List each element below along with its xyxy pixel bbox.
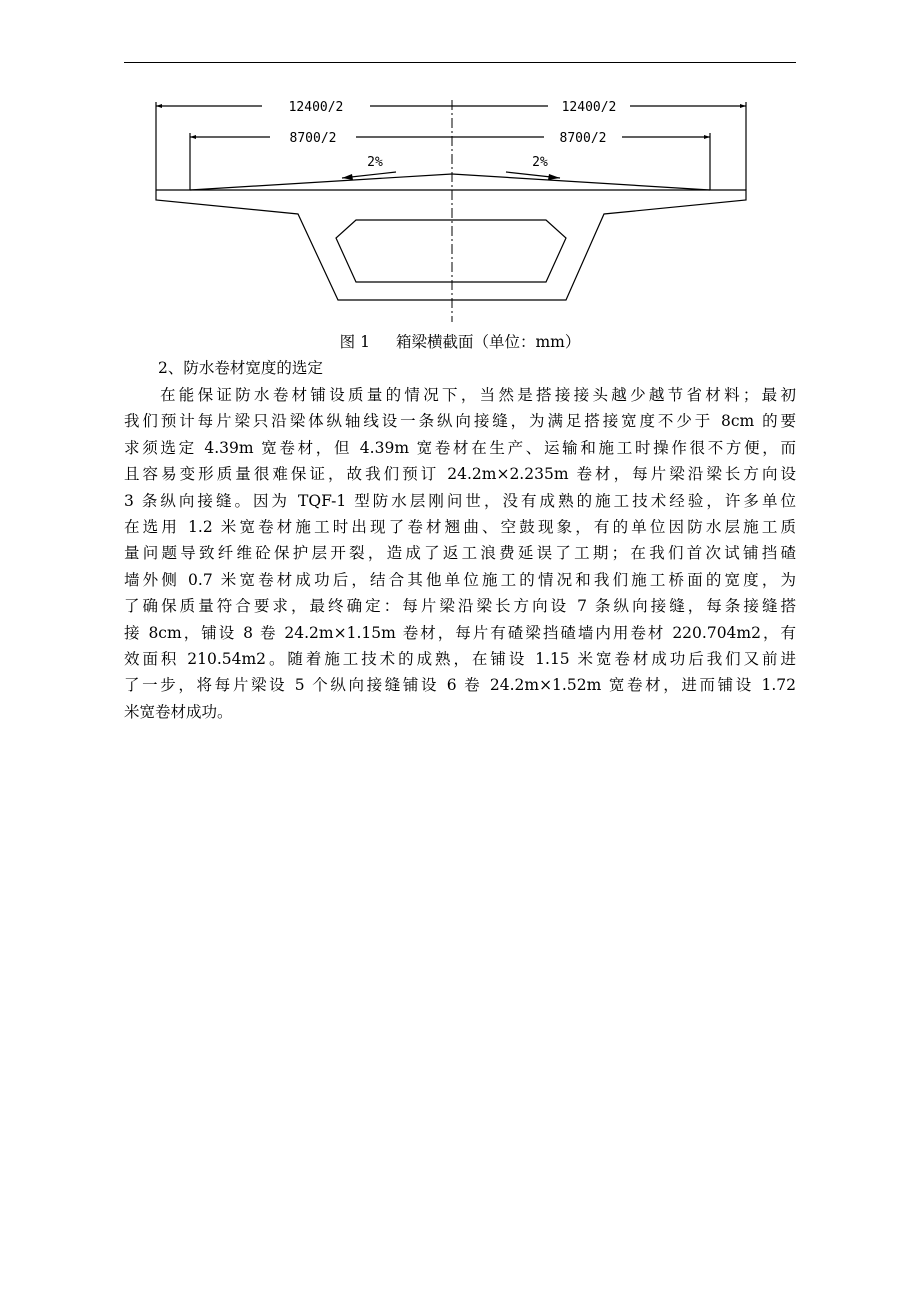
slope-arrowhead-left <box>342 174 353 180</box>
slope-label-right: 2% <box>532 155 548 170</box>
paragraph-line: 墙外侧 0.7 米宽卷材成功后，结合其他单位施工的情况和我们施工桥面的宽度，为 <box>124 570 796 589</box>
header-rule <box>124 62 796 63</box>
dim-tick-top-left <box>156 104 162 108</box>
figure-number: 图 1 <box>339 333 370 351</box>
dim-label-top-right: 12400/2 <box>561 100 617 115</box>
dim-tick-mid-right <box>704 135 710 139</box>
box-girder-cross-section-figure <box>0 90 920 330</box>
paragraph-line: 我们预计每片梁只沿梁体纵轴线设一条纵向接缝，为满足搭接宽度不少于 8cm 的要 <box>124 412 796 431</box>
paragraph-line: 量问题导致纤维砼保护层开裂，造成了返工浪费延误了工期；在我们首次试铺挡碴 <box>124 544 796 563</box>
deck-slope-right <box>452 174 710 190</box>
figure-title: 箱梁横截面（单位：mm） <box>395 333 581 351</box>
paragraph-line: 效面积 210.54m2。随着施工技术的成熟，在铺设 1.15 米宽卷材成功后我们又前进 <box>124 649 796 668</box>
paragraph-line: 米宽卷材成功。 <box>124 702 233 721</box>
figure-caption <box>0 330 920 354</box>
inner-cell <box>336 220 566 282</box>
dim-label-mid-right: 8700/2 <box>559 131 607 146</box>
dim-label-top-left: 12400/2 <box>288 100 344 115</box>
paragraph-line: 且容易变形质量很难保证，故我们预订 24.2m×2.235m 卷材，每片梁沿梁长方向设 <box>124 465 796 484</box>
section-heading: 2、防水卷材宽度的选定 <box>158 359 323 377</box>
dim-label-mid-left: 8700/2 <box>289 131 337 146</box>
paragraph-line: 在能保证防水卷材铺设质量的情况下，当然是搭接接头越少越节省材料；最初 <box>160 386 796 404</box>
paragraph-line: 在选用 1.2 米宽卷材施工时出现了卷材翘曲、空鼓现象，有的单位因防水层施工质 <box>124 517 796 536</box>
paragraph-line: 了确保质量符合要求，最终确定：每片梁沿梁长方向设 7 条纵向接缝，每条接缝搭 <box>124 597 796 616</box>
dim-tick-top-right <box>740 104 746 108</box>
dim-tick-mid-left <box>190 135 196 139</box>
paragraph-line: 求须选定 4.39m 宽卷材，但 4.39m 宽卷材在生产、运输和施工时操作很不方便，而 <box>124 438 796 457</box>
paragraph-line: 3 条纵向接缝。因为 TQF-1 型防水层刚问世，没有成熟的施工技术经验，许多单位 <box>124 491 796 510</box>
slope-label-left: 2% <box>367 155 383 170</box>
deck-slope-left <box>190 174 452 190</box>
slope-arrowhead-right <box>548 174 560 180</box>
cross-section-drawing <box>0 90 920 330</box>
body-paragraph <box>124 382 796 725</box>
section-outline <box>156 190 746 300</box>
paragraph-line: 了一步，将每片梁设 5 个纵向接缝铺设 6 卷 24.2m×1.52m 宽卷材，进而铺设 1.72 <box>124 676 796 695</box>
paragraph-line: 接 8cm，铺设 8 卷 24.2m×1.15m 卷材，每片有碴梁挡碴墙内用卷材 220.704m2，有 <box>124 623 796 642</box>
